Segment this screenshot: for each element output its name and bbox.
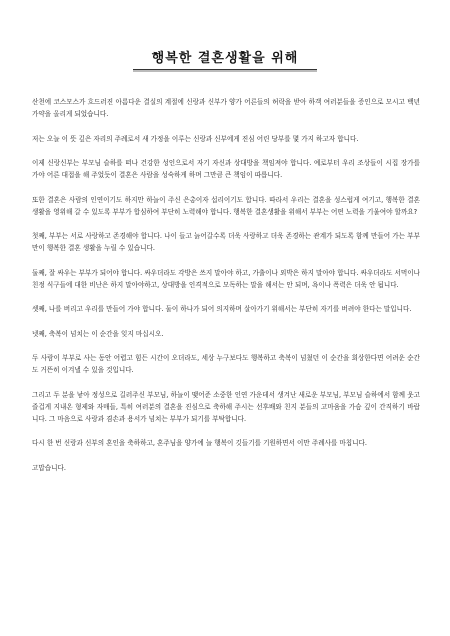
paragraph-4: 또한 결혼은 사람의 인연이기도 하지만 하늘이 주신 은총이자 섭리이기도 합니다. 따라서 우리는 결혼을 성스럽게 여기고, 행복한 결혼생활을 영위해 갈 수 있도록 부부가 합심하여 부단히 노력해야 합니다. 행복한 결혼생활을 위해서 부부는 어떤 노력을 기울여야 할까요?: [32, 195, 420, 216]
paragraph-6: 둘째, 잘 싸우는 부부가 되어야 합니다. 싸우더라도 각방은 쓰지 말아야 하고, 가출이나 외박은 하지 말아야 합니다. 싸우더라도 서먹이나 친정 식구들에 대한 비난은 하지 말아야하고, 상대방을 인격적으로 모독하는 말을 해서는 안 되며, 욕이나 폭력은 더욱 안 됩니다.: [32, 268, 420, 289]
paragraph-11: 다시 한 번 신랑과 신부의 혼인을 축하하고, 혼주님을 양가에 늘 행복이 깃들기를 기원하면서 이만 주례사를 마칩니다.: [32, 439, 367, 447]
paragraph-3: 이제 신랑신부는 부모님 슬하를 떠나 건강한 성인으로서 자기 자신과 상대방을 책임져야 합니다. 예로부터 우리 조상들이 시집 장가를 가야 어른 대접을 해 주었듯이 결혼은 사람을 성숙하게 하며 그만큼 큰 책임이 따릅니다.: [32, 159, 420, 179]
title-box: [133, 47, 317, 70]
paragraph-10: 그리고 두 분을 낳아 정성으로 길러주신 부모님, 하늘이 맺어준 소중한 인연 가운데서 생겨난 새로운 부모님, 부모님 슬하에서 함께 웃고 즐겁게 지내온 형제와 자매들, 특히 여러분의 결혼을 진심으로 축하해 주시는 선후배와 친지 분들의 고마움을 가슴 깊이 간직하기 바랍니다. 그 마음으로 사랑과 겸손과 용서가 넘치는 부부가 되기를 부탁합니다.: [32, 390, 420, 423]
paragraph-2: 저는 오늘 이 뜻 깊은 자리의 주례로서 새 가정을 이루는 신랑과 신부에게 진심 어린 당부를 몇 가지 하고자 합니다.: [32, 134, 359, 143]
paragraph-7: 셋째, 나를 버리고 우리를 만들어 가야 합니다. 둘이 하나가 되어 의지하며 살아가기 위해서는 부단히 자기를 버려야 한다는 말입니다.: [32, 305, 412, 313]
paragraph-1: 산천에 코스모스가 흐드러진 아름다운 결실의 계절에 신랑과 신부가 양가 어른들의 허락을 받아 하객 여러분들을 증인으로 모시고 백년가약을 올리게 되었습니다.: [32, 98, 420, 118]
document-body: [32, 96, 420, 486]
paragraph-12: 고맙습니다.: [32, 463, 66, 472]
paragraph-5: 첫째, 부부는 서로 사랑하고 존경해야 합니다. 나이 들고 늙어갈수록 더욱 사랑하고 더욱 존경하는 관계가 되도록 함께 만들어 가는 부부만이 행복한 결혼 생활을 누릴 수 있습니다.: [32, 232, 420, 252]
document-title: 행복한 결혼생활을 위해: [151, 51, 299, 66]
paragraph-9: 두 사람이 부부로 사는 동안 어렵고 힘든 시간이 오더라도, 세상 누구보다도 행복하고 축복이 넘쳤던 이 순간을 회상한다면 어려운 순간도 거뜬히 이겨낼 수 있을 것입니다.: [32, 354, 420, 374]
paragraph-8: 넷째, 축복이 넘치는 이 순간을 잊지 마십시오.: [32, 329, 164, 338]
